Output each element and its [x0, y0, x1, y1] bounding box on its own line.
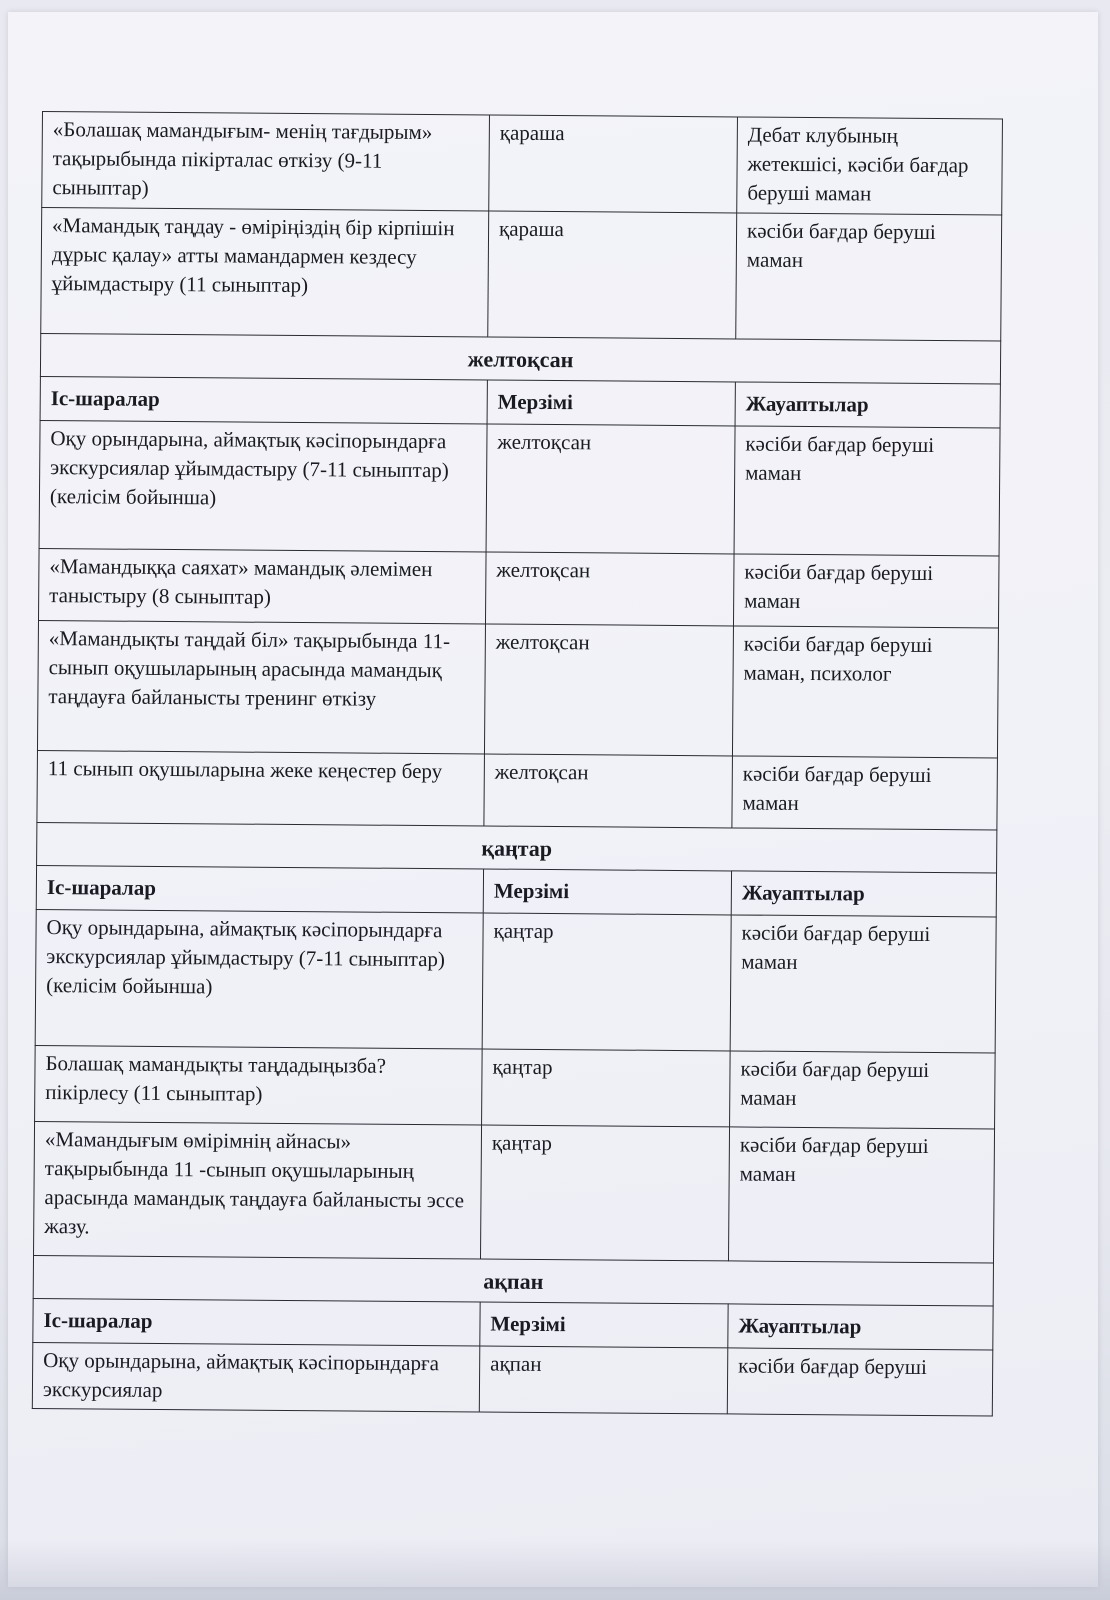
- date-cell: желтоқсан: [486, 424, 735, 554]
- activity-cell: Болашақ мамандықты таңдадыңызба? пікірлесу (11 сыныптар): [35, 1045, 483, 1125]
- table-row: [39, 420, 1000, 556]
- activity-cell: «Мамандығым өмірімнің айнасы» тақырыбында 11 -сынып оқушыларының арасында мамандық таңдауға байланысты эссе жазу.: [34, 1121, 482, 1259]
- responsible-cell: кәсіби бағдар беруші маман: [728, 1127, 994, 1263]
- activity-cell: Оқу орындарына, аймақтық кәсіпорындарға экскурсиялар ұйымдастыру (7-11 сыныптар) (келісім бойынша): [35, 909, 483, 1049]
- date-cell: қаңтар: [480, 1125, 729, 1261]
- date-cell: желтоқсан: [485, 552, 734, 626]
- responsible-cell: кәсіби бағдар беруші: [727, 1348, 993, 1416]
- activity-cell: Оқу орындарына, аймақтық кәсіпорындарға экскурсиялар ұйымдастыру (7-11 сыныптар) (келісім бойынша): [39, 420, 487, 552]
- table-row: [37, 750, 998, 830]
- header-activity: Іс-шаралар: [40, 376, 487, 424]
- table-row: [35, 1045, 996, 1129]
- date-cell: желтоқсан: [484, 624, 733, 756]
- header-row: [33, 1298, 993, 1350]
- sheet-shadow: [0, 1540, 1110, 1600]
- activity-cell: «Мамандыққа саяхат» мамандық әлемімен таныстыру (8 сыныптар): [38, 548, 486, 624]
- date-cell: қаңтар: [482, 1049, 731, 1127]
- month-heading: ақпан: [33, 1255, 993, 1306]
- responsible-cell: кәсіби бағдар беруші маман: [734, 426, 1000, 556]
- date-cell: қаңтар: [482, 913, 731, 1051]
- header-row: [40, 376, 1000, 428]
- responsible-cell: кәсіби бағдар беруші маман, психолог: [732, 626, 998, 758]
- responsible-cell: кәсіби бағдар беруші маман: [732, 756, 998, 830]
- table-row: [41, 208, 1002, 342]
- activity-cell: Оқу орындарына, аймақтық кәсіпорындарға экскурсиялар: [32, 1342, 480, 1412]
- header-responsible: Жауаптылар: [731, 871, 996, 917]
- table-row: [37, 620, 998, 758]
- month-row: [33, 1255, 993, 1306]
- header-date: Мерзімі: [480, 1302, 728, 1348]
- responsible-cell: кәсіби бағдар беруші маман: [730, 1051, 996, 1129]
- date-cell: желтоқсан: [484, 754, 733, 828]
- header-activity: Іс-шаралар: [36, 865, 483, 913]
- activity-cell: «Мамандықты таңдай біл» тақырыбында 11-сынып оқушыларының арасында мамандық таңдауға байланысты тренинг өткізу: [37, 620, 485, 754]
- table-row: [35, 909, 996, 1053]
- date-cell: қараша: [489, 115, 738, 213]
- month-row: [37, 822, 997, 873]
- month-row: [40, 333, 1000, 384]
- header-activity: Іс-шаралар: [33, 1298, 480, 1346]
- activity-cell: «Мамандық таңдау - өміріңіздің бір кірпішін дұрыс қалау» атты мамандармен кездесу ұйымдастыру (11 сыныптар): [41, 208, 489, 338]
- header-date: Мерзімі: [487, 380, 735, 426]
- header-responsible: Жауаптылар: [728, 1304, 993, 1350]
- career-guidance-plan-table: [32, 111, 1003, 1417]
- header-row: [36, 865, 996, 917]
- responsible-cell: Дебат клубының жетекшісі, кәсіби бағдар беруші маман: [737, 117, 1003, 215]
- activity-cell: «Болашақ мамандығым- менің тағдырым» тақырыбында пікірталас өткізу (9-11 сыныптар): [42, 112, 490, 212]
- table-row: [42, 112, 1003, 216]
- responsible-cell: кәсіби бағдар беруші маман: [733, 554, 999, 628]
- date-cell: қараша: [488, 211, 737, 339]
- header-date: Мерзімі: [483, 869, 731, 915]
- table-row: [34, 1121, 995, 1263]
- table-row: [32, 1342, 992, 1416]
- month-heading: қаңтар: [37, 822, 997, 873]
- table-row: [38, 548, 999, 628]
- date-cell: ақпан: [479, 1346, 728, 1414]
- month-heading: желтоқсан: [40, 333, 1000, 384]
- activity-cell: 11 сынып оқушыларына жеке кеңестер беру: [37, 750, 485, 826]
- responsible-cell: кәсіби бағдар беруші маман: [736, 213, 1002, 341]
- responsible-cell: кәсіби бағдар беруші маман: [730, 915, 996, 1053]
- header-responsible: Жауаптылар: [735, 382, 1000, 428]
